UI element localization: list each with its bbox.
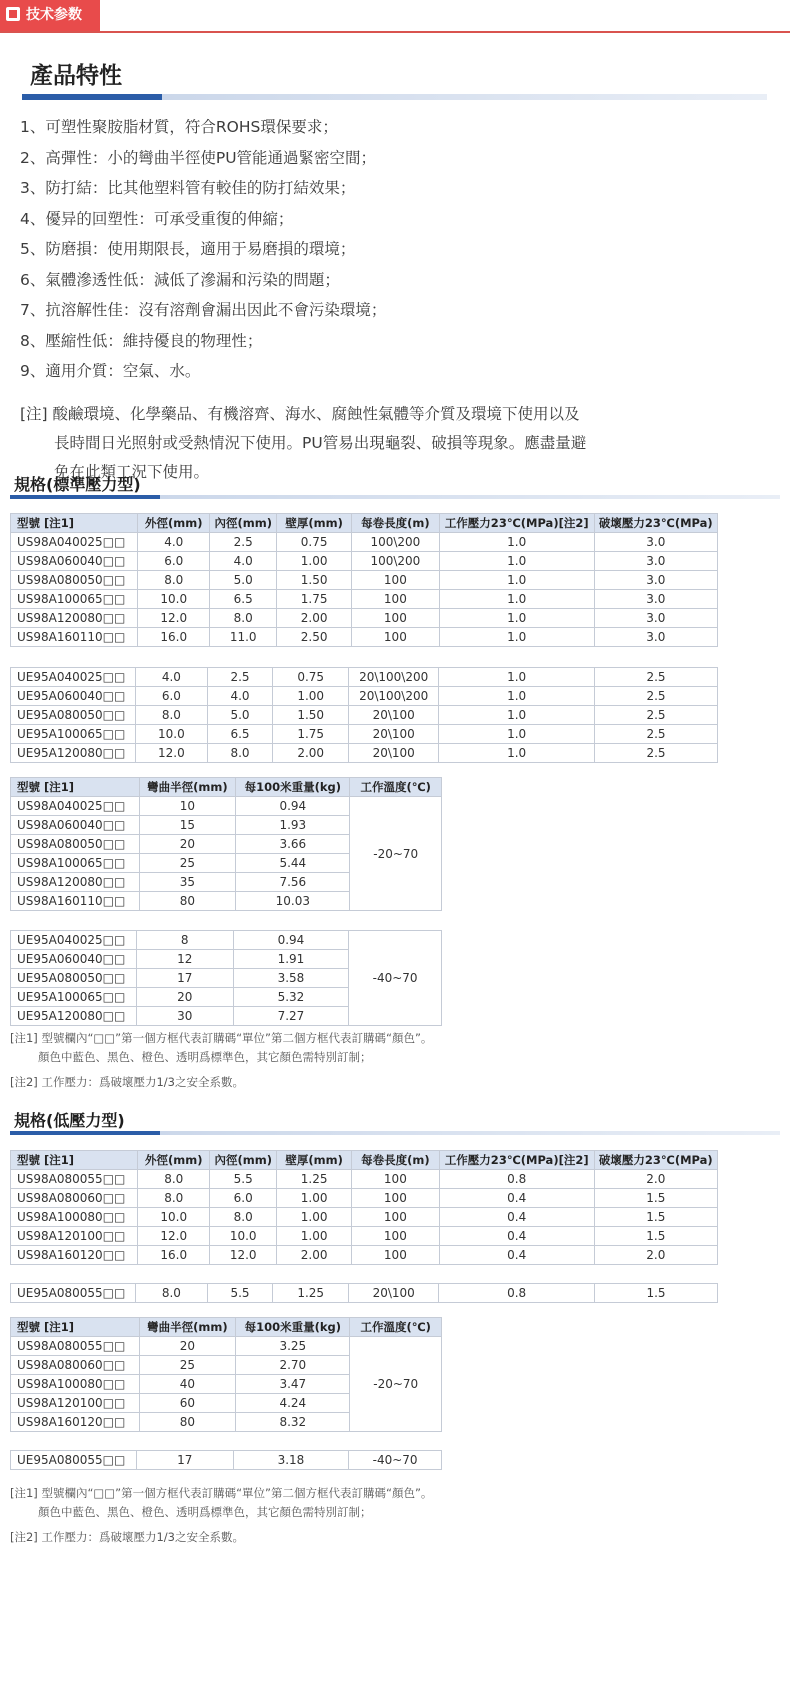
value-cell: 1.0 (439, 744, 595, 763)
table-row (11, 533, 718, 552)
value-cell: 100\200 (351, 552, 439, 571)
col-wall: 壁厚(mm) (277, 514, 352, 533)
value-cell: 3.0 (594, 628, 717, 647)
col-od: 外徑(mm) (138, 1151, 210, 1170)
model-cell: US98A100080□□ (11, 1375, 140, 1394)
value-cell: 2.5 (594, 687, 717, 706)
value-cell: 4.0 (210, 552, 277, 571)
value-cell: 5.0 (207, 706, 273, 725)
value-cell: 1.00 (277, 1208, 352, 1227)
value-cell: 5.5 (207, 1284, 273, 1303)
col-weight: 每100米重量(kg) (236, 1318, 350, 1337)
feature-item: 2、高彈性：小的彎曲半徑使PU管能通過緊密空間； (20, 148, 377, 167)
footnote-2: [注2] 工作壓力：爲破壞壓力1/3之安全系數。 (10, 1075, 244, 1089)
value-cell: 2.5 (594, 725, 717, 744)
note-line: 酸鹼環境、化學藥品、有機溶齊、海水、腐蝕性氣體等介質及環境下使用以及 (52, 405, 580, 423)
col-od: 外徑(mm) (138, 514, 210, 533)
col-temp: 工作溫度(℃) (350, 1318, 442, 1337)
model-cell: UE95A040025□□ (11, 668, 136, 687)
value-cell: 2.5 (207, 668, 273, 687)
table-row (11, 744, 718, 763)
model-cell: US98A080050□□ (11, 835, 140, 854)
value-cell: 25 (139, 1356, 236, 1375)
model-cell: US98A100065□□ (11, 590, 138, 609)
spec-std-body-a (11, 533, 718, 647)
model-cell: US98A080050□□ (11, 571, 138, 590)
value-cell: 1.0 (439, 725, 595, 744)
model-cell: US98A120100□□ (11, 1227, 138, 1246)
features-title-rule (22, 94, 767, 100)
value-cell: 2.70 (236, 1356, 350, 1375)
value-cell: 2.0 (594, 1246, 717, 1265)
col-length: 每卷長度(m) (351, 514, 439, 533)
model-cell: US98A080060□□ (11, 1356, 140, 1375)
value-cell: 2.00 (273, 744, 349, 763)
spec-low-title: 規格(低壓力型) (14, 1111, 125, 1130)
table-row (11, 1451, 442, 1470)
value-cell: 1.5 (594, 1227, 717, 1246)
col-weight: 每100米重量(kg) (236, 778, 350, 797)
temperature-cell: -40~70 (349, 931, 442, 1026)
value-cell: 1.0 (439, 533, 594, 552)
value-cell: 8.0 (210, 609, 277, 628)
value-cell: 80 (139, 1413, 236, 1432)
value-cell: 2.00 (277, 609, 352, 628)
table-row (11, 552, 718, 571)
value-cell: 3.66 (236, 835, 350, 854)
value-cell: 100\200 (351, 533, 439, 552)
value-cell: 0.8 (439, 1170, 594, 1189)
value-cell: 3.0 (594, 533, 717, 552)
value-cell: 40 (139, 1375, 236, 1394)
spec-std-table-ue (10, 667, 718, 763)
temperature-cell: -40~70 (349, 1451, 442, 1470)
value-cell: 6.0 (138, 552, 210, 571)
value-cell: 10.0 (138, 1208, 210, 1227)
value-cell: 5.0 (210, 571, 277, 590)
footnote-2: [注2] 工作壓力：爲破壞壓力1/3之安全系數。 (10, 1530, 244, 1544)
value-cell: 3.58 (233, 969, 348, 988)
value-cell: 20\100\200 (349, 687, 439, 706)
value-cell: 30 (136, 1007, 233, 1026)
spec-std-bend-body-a (11, 797, 442, 911)
model-cell: US98A160120□□ (11, 1246, 138, 1265)
value-cell: 1.0 (439, 668, 595, 687)
note-line: 免在此類工況下使用。 (54, 463, 210, 481)
spec-std-table (10, 513, 718, 647)
model-cell: US98A080055□□ (11, 1170, 138, 1189)
value-cell: 0.4 (439, 1246, 594, 1265)
value-cell: 3.18 (233, 1451, 348, 1470)
value-cell: 0.4 (439, 1189, 594, 1208)
note-prefix: [注] (20, 405, 48, 423)
value-cell: 1.00 (273, 687, 349, 706)
table-row (11, 1189, 718, 1208)
footnote-1b: 顏色中藍色、黑色、橙色、透明爲標準色，其它顏色需特別訂制； (38, 1050, 372, 1064)
table-row (11, 725, 718, 744)
spec-low-bend-body-b (11, 1451, 442, 1470)
value-cell: 1.0 (439, 706, 595, 725)
model-cell: US98A160110□□ (11, 892, 140, 911)
value-cell: 0.4 (439, 1208, 594, 1227)
col-id: 內徑(mm) (210, 514, 277, 533)
value-cell: 1.75 (273, 725, 349, 744)
value-cell: 20\100 (349, 744, 439, 763)
table-header-row (11, 514, 718, 533)
value-cell: 4.0 (136, 668, 208, 687)
spec-std-bend-table-ue (10, 930, 442, 1026)
table-row (11, 609, 718, 628)
value-cell: 8.32 (236, 1413, 350, 1432)
spec-std-body-b (11, 668, 718, 763)
value-cell: 2.5 (594, 706, 717, 725)
feature-item: 8、壓縮性低：維持優良的物理性； (20, 331, 263, 350)
col-work-pressure: 工作壓力23℃(MPa)[注2] (439, 1151, 594, 1170)
value-cell: 80 (139, 892, 236, 911)
value-cell: 6.5 (207, 725, 273, 744)
value-cell: 10.0 (210, 1227, 277, 1246)
value-cell: 1.0 (439, 628, 594, 647)
col-model: 型號 [注1] (11, 778, 140, 797)
model-cell: US98A080060□□ (11, 1189, 138, 1208)
table-row (11, 797, 442, 816)
temperature-cell: -20~70 (350, 797, 442, 911)
model-cell: UE95A040025□□ (11, 931, 137, 950)
table-row (11, 706, 718, 725)
value-cell: 15 (139, 816, 236, 835)
model-cell: US98A160120□□ (11, 1413, 140, 1432)
value-cell: 7.27 (233, 1007, 348, 1026)
model-cell: UE95A120080□□ (11, 744, 136, 763)
value-cell: 1.91 (233, 950, 348, 969)
value-cell: 20\100\200 (349, 668, 439, 687)
value-cell: 100 (351, 609, 439, 628)
value-cell: 10.0 (138, 590, 210, 609)
spec-low-table (10, 1150, 718, 1265)
value-cell: 11.0 (210, 628, 277, 647)
model-cell: US98A100065□□ (11, 854, 140, 873)
spec-std-title: 規格(標準壓力型) (14, 475, 141, 494)
value-cell: 17 (136, 969, 233, 988)
value-cell: 1.50 (277, 571, 352, 590)
temperature-cell: -20~70 (350, 1337, 442, 1432)
value-cell: 6.0 (210, 1189, 277, 1208)
table-row (11, 687, 718, 706)
value-cell: 8 (136, 931, 233, 950)
value-cell: 25 (139, 854, 236, 873)
model-cell: US98A160110□□ (11, 628, 138, 647)
value-cell: 3.0 (594, 590, 717, 609)
table-row (11, 931, 442, 950)
value-cell: 8.0 (136, 706, 208, 725)
col-burst-pressure: 破壞壓力23℃(MPa) (594, 1151, 717, 1170)
value-cell: 1.75 (277, 590, 352, 609)
spec-std-bend-table (10, 777, 442, 911)
table-header-row (11, 1151, 718, 1170)
value-cell: 60 (139, 1394, 236, 1413)
model-cell: US98A040025□□ (11, 797, 140, 816)
model-cell: UE95A080055□□ (11, 1451, 137, 1470)
value-cell: 10.03 (236, 892, 350, 911)
note-line: 長時間日光照射或受熱情況下使用。PU管易出現龜裂、破損等現象。應盡量避 (54, 434, 587, 452)
value-cell: 3.0 (594, 552, 717, 571)
value-cell: 0.94 (236, 797, 350, 816)
value-cell: 1.00 (277, 552, 352, 571)
value-cell: 2.00 (277, 1246, 352, 1265)
spec-low-bend-table (10, 1317, 442, 1432)
value-cell: 1.0 (439, 590, 594, 609)
value-cell: 5.5 (210, 1170, 277, 1189)
value-cell: 1.5 (594, 1208, 717, 1227)
model-cell: UE95A080050□□ (11, 969, 137, 988)
table-header-row (11, 1318, 442, 1337)
model-cell: US98A120080□□ (11, 609, 138, 628)
document-icon (6, 7, 20, 21)
value-cell: 20 (136, 988, 233, 1007)
value-cell: 100 (351, 1208, 439, 1227)
col-work-pressure: 工作壓力23℃(MPa)[注2] (439, 514, 594, 533)
model-cell: US98A100080□□ (11, 1208, 138, 1227)
model-cell: UE95A100065□□ (11, 988, 137, 1007)
tech-params-label: 技术参数 (26, 7, 82, 23)
value-cell: 1.0 (439, 609, 594, 628)
spec-low-bend-table-ue (10, 1450, 442, 1470)
value-cell: 12.0 (210, 1246, 277, 1265)
value-cell: 1.0 (439, 571, 594, 590)
col-model: 型號 [注1] (11, 1151, 138, 1170)
value-cell: 3.0 (594, 571, 717, 590)
table-header-row (11, 778, 442, 797)
feature-item: 7、抗溶解性佳：沒有溶劑會漏出因此不會污染環境； (20, 301, 387, 319)
col-burst-pressure: 破壞壓力23℃(MPa) (594, 514, 717, 533)
value-cell: 5.32 (233, 988, 348, 1007)
value-cell: 1.93 (236, 816, 350, 835)
model-cell: UE95A100065□□ (11, 725, 136, 744)
col-model: 型號 [注1] (11, 514, 138, 533)
spec-std-bend-body-b (11, 931, 442, 1026)
value-cell: 1.5 (594, 1189, 717, 1208)
value-cell: 8.0 (207, 744, 273, 763)
value-cell: 16.0 (138, 1246, 210, 1265)
value-cell: 20\100 (349, 1284, 439, 1303)
model-cell: UE95A080050□□ (11, 706, 136, 725)
value-cell: 2.5 (594, 744, 717, 763)
value-cell: 4.0 (138, 533, 210, 552)
value-cell: 0.75 (277, 533, 352, 552)
value-cell: 1.5 (594, 1284, 717, 1303)
value-cell: 8.0 (138, 571, 210, 590)
value-cell: 6.0 (136, 687, 208, 706)
value-cell: 100 (351, 628, 439, 647)
value-cell: 0.8 (439, 1284, 595, 1303)
model-cell: UE95A060040□□ (11, 950, 137, 969)
value-cell: 1.00 (277, 1189, 352, 1208)
value-cell: 0.94 (233, 931, 348, 950)
value-cell: 100 (351, 590, 439, 609)
features-title: 產品特性 (30, 63, 122, 89)
value-cell: 12.0 (136, 744, 208, 763)
value-cell: 1.0 (439, 552, 594, 571)
value-cell: 4.24 (236, 1394, 350, 1413)
table-row (11, 590, 718, 609)
value-cell: 1.25 (277, 1170, 352, 1189)
value-cell: 20\100 (349, 725, 439, 744)
footnote-1: [注1] 型號欄內“□□”第一個方框代表訂購碼“單位”第二個方框代表訂購碼“顏色”。 (10, 1031, 433, 1045)
value-cell: 8.0 (136, 1284, 208, 1303)
value-cell: 6.5 (210, 590, 277, 609)
value-cell: 2.0 (594, 1170, 717, 1189)
model-cell: US98A060040□□ (11, 552, 138, 571)
value-cell: 10 (139, 797, 236, 816)
spec-low-bend-body-a (11, 1337, 442, 1432)
value-cell: 12.0 (138, 609, 210, 628)
value-cell: 100 (351, 1170, 439, 1189)
value-cell: 35 (139, 873, 236, 892)
col-bend-radius: 彎曲半徑(mm) (139, 778, 236, 797)
section-header-bar (0, 0, 790, 33)
model-cell: US98A120080□□ (11, 873, 140, 892)
value-cell: 0.4 (439, 1227, 594, 1246)
model-cell: UE95A120080□□ (11, 1007, 137, 1026)
value-cell: 20 (139, 1337, 236, 1356)
model-cell: UE95A060040□□ (11, 687, 136, 706)
value-cell: 100 (351, 571, 439, 590)
value-cell: 0.75 (273, 668, 349, 687)
model-cell: US98A080055□□ (11, 1337, 140, 1356)
spec-low-table-ue (10, 1283, 718, 1303)
model-cell: US98A060040□□ (11, 816, 140, 835)
value-cell: 2.50 (277, 628, 352, 647)
value-cell: 17 (136, 1451, 233, 1470)
table-row (11, 1227, 718, 1246)
table-row (11, 668, 718, 687)
col-wall: 壁厚(mm) (277, 1151, 352, 1170)
value-cell: 2.5 (210, 533, 277, 552)
value-cell: 7.56 (236, 873, 350, 892)
value-cell: 100 (351, 1189, 439, 1208)
table-row (11, 1337, 442, 1356)
col-length: 每卷長度(m) (351, 1151, 439, 1170)
value-cell: 10.0 (136, 725, 208, 744)
footnote-1: [注1] 型號欄內“□□”第一個方框代表訂購碼“單位”第二個方框代表訂購碼“顏色”。 (10, 1486, 433, 1500)
model-cell: US98A120100□□ (11, 1394, 140, 1413)
feature-item: 4、優异的回塑性：可承受重復的伸縮； (20, 209, 294, 228)
spec-low-rule (10, 1131, 780, 1135)
spec-low-footnotes (10, 1484, 432, 1547)
value-cell: 100 (351, 1227, 439, 1246)
table-row (11, 1170, 718, 1189)
spec-std-rule (10, 495, 780, 499)
value-cell: 1.00 (277, 1227, 352, 1246)
value-cell: 100 (351, 1246, 439, 1265)
value-cell: 2.5 (594, 668, 717, 687)
value-cell: 3.0 (594, 609, 717, 628)
value-cell: 5.44 (236, 854, 350, 873)
value-cell: 16.0 (138, 628, 210, 647)
feature-item: 6、氣體滲透性低：減低了滲漏和污染的問題； (20, 270, 340, 289)
table-row (11, 628, 718, 647)
value-cell: 1.50 (273, 706, 349, 725)
spec-std-footnotes (10, 1029, 432, 1092)
value-cell: 20\100 (349, 706, 439, 725)
value-cell: 8.0 (210, 1208, 277, 1227)
table-row (11, 1246, 718, 1265)
col-model: 型號 [注1] (11, 1318, 140, 1337)
feature-item: 3、防打結：比其他塑料管有較佳的防打結效果； (20, 179, 356, 197)
value-cell: 12.0 (138, 1227, 210, 1246)
value-cell: 8.0 (138, 1189, 210, 1208)
value-cell: 3.47 (236, 1375, 350, 1394)
table-row (11, 1284, 718, 1303)
col-bend-radius: 彎曲半徑(mm) (139, 1318, 236, 1337)
features-list (20, 112, 386, 387)
feature-item: 9、適用介質：空氣、水。 (20, 362, 201, 380)
value-cell: 4.0 (207, 687, 273, 706)
feature-item: 1、可塑性聚胺脂材質，符合ROHS環保要求； (20, 118, 338, 136)
value-cell: 8.0 (138, 1170, 210, 1189)
value-cell: 3.25 (236, 1337, 350, 1356)
spec-low-body-b (11, 1284, 718, 1303)
footnote-1b: 顏色中藍色、黑色、橙色、透明爲標準色，其它顏色需特別訂制； (38, 1505, 372, 1519)
value-cell: 1.0 (439, 687, 595, 706)
spec-low-body-a (11, 1170, 718, 1265)
col-temp: 工作溫度(℃) (350, 778, 442, 797)
value-cell: 20 (139, 835, 236, 854)
value-cell: 1.25 (273, 1284, 349, 1303)
table-row (11, 571, 718, 590)
feature-item: 5、防磨損：使用期限長，適用于易磨損的環境； (20, 240, 356, 258)
model-cell: UE95A080055□□ (11, 1284, 136, 1303)
tech-params-tag (0, 0, 100, 31)
model-cell: US98A040025□□ (11, 533, 138, 552)
table-row (11, 1208, 718, 1227)
col-id: 內徑(mm) (210, 1151, 277, 1170)
value-cell: 12 (136, 950, 233, 969)
